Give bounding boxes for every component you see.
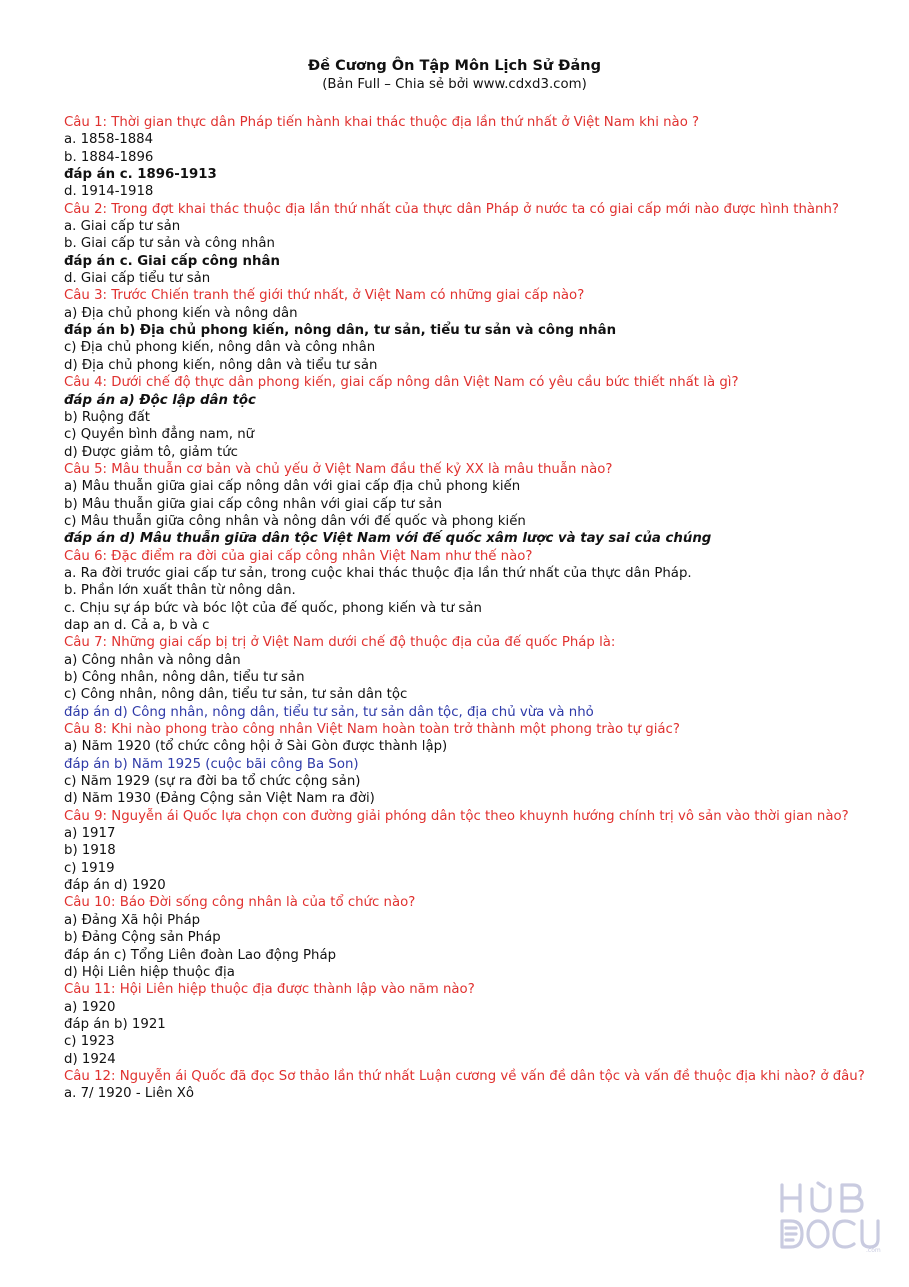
question-line: Câu 11: Hội Liên hiệp thuộc địa được thành lập vào năm nào? bbox=[64, 982, 475, 998]
answer-line: dap an d. Cả a, b và c bbox=[64, 617, 210, 633]
option-line: d. 1914-1918 bbox=[64, 184, 154, 200]
answer-line: đáp án d) Công nhân, nông dân, tiểu tư sản, tư sản dân tộc, địa chủ vừa và nhỏ bbox=[64, 704, 594, 720]
option-line: d. Giai cấp tiểu tư sản bbox=[64, 271, 211, 287]
option-line: a) Công nhân và nông dân bbox=[64, 652, 241, 668]
option-line: a) Địa chủ phong kiến và nông dân bbox=[64, 305, 298, 321]
answer-line: đáp án d) Mâu thuẫn giữa dân tộc Việt Nam với đế quốc xâm lược và tay sai của chúng bbox=[64, 531, 712, 547]
option-line: b) Ruộng đất bbox=[64, 409, 150, 425]
question-line: Câu 9: Nguyễn ái Quốc lựa chọn con đường giải phóng dân tộc theo khuynh hướng chính trị vô sản vào thời gian nào? bbox=[64, 808, 849, 824]
option-line: a) Mâu thuẫn giữa giai cấp nông dân với giai cấp địa chủ phong kiến bbox=[64, 479, 521, 495]
answer-line: đáp án c. 1896-1913 bbox=[64, 167, 217, 183]
question-line: Câu 2: Trong đợt khai thác thuộc địa lần thứ nhất của thực dân Pháp ở nước ta có giai cấp mới nào được hình thành? bbox=[64, 201, 839, 217]
option-line: c) Địa chủ phong kiến, nông dân và công nhân bbox=[64, 340, 376, 356]
option-line: b. Phần lớn xuất thân từ nông dân. bbox=[64, 583, 296, 599]
watermark-suffix: .com bbox=[866, 1247, 881, 1253]
hubdocu-watermark-logo bbox=[778, 1181, 882, 1253]
question-line: Câu 7: Những giai cấp bị trị ở Việt Nam dưới chế độ thuộc địa của đế quốc Pháp là: bbox=[64, 635, 616, 651]
option-line: c) Năm 1929 (sự ra đời ba tổ chức cộng sản) bbox=[64, 774, 361, 790]
option-line: a) 1920 bbox=[64, 999, 116, 1015]
option-line: c) Quyền bình đẳng nam, nữ bbox=[64, 427, 255, 443]
option-line: d) Địa chủ phong kiến, nông dân và tiểu tư sản bbox=[64, 357, 378, 373]
answer-line: đáp án b) 1921 bbox=[64, 1016, 166, 1032]
question-line: Câu 10: Báo Đời sống công nhân là của tổ chức nào? bbox=[64, 895, 416, 911]
option-line: c) Công nhân, nông dân, tiểu tư sản, tư sản dân tộc bbox=[64, 687, 408, 703]
answer-line: đáp án c) Tổng Liên đoàn Lao động Pháp bbox=[64, 947, 337, 963]
question-line: Câu 1: Thời gian thực dân Pháp tiến hành khai thác thuộc địa lần thứ nhất ở Việt Nam khi nào ? bbox=[64, 115, 700, 130]
option-line: c) 1923 bbox=[64, 1034, 115, 1050]
question-list bbox=[64, 114, 894, 1103]
option-line: c) Mâu thuẫn giữa công nhân và nông dân với đế quốc và phong kiến bbox=[64, 513, 526, 529]
question-line: Câu 5: Mâu thuẫn cơ bản và chủ yếu ở Việt Nam đầu thế kỷ XX là mâu thuẫn nào? bbox=[64, 461, 613, 477]
question-line: Câu 6: Đặc điểm ra đời của giai cấp công nhân Việt Nam như thế nào? bbox=[64, 548, 533, 564]
option-line: b) Mâu thuẫn giữa giai cấp công nhân với giai cấp tư sản bbox=[64, 496, 443, 512]
answer-line: đáp án b) Năm 1925 (cuộc bãi công Ba Son) bbox=[64, 756, 359, 772]
option-line: d) 1924 bbox=[64, 1051, 116, 1067]
option-line: a) Đảng Xã hội Pháp bbox=[64, 912, 201, 928]
option-line: d) Hội Liên hiệp thuộc địa bbox=[64, 964, 235, 980]
document-subtitle: (Bản Full – Chia sẻ bởi www.cdxd3.com) bbox=[322, 77, 587, 92]
option-line: a. Ra đời trước giai cấp tư sản, trong cuộc khai thác thuộc địa lần thứ nhất của thực dân Pháp. bbox=[64, 565, 692, 581]
question-line: Câu 12: Nguyễn ái Quốc đã đọc Sơ thảo lần thứ nhất Luận cương về vấn đề dân tộc và vấn đề thuộc địa khi nào? ở đâu? bbox=[64, 1068, 865, 1084]
option-line: b. 1884-1896 bbox=[64, 149, 154, 165]
option-line: b. Giai cấp tư sản và công nhân bbox=[64, 236, 275, 252]
question-line: Câu 4: Dưới chế độ thực dân phong kiến, giai cấp nông dân Việt Nam có yêu cầu bức thiết nhất là gì? bbox=[64, 375, 739, 391]
option-line: a. 1858-1884 bbox=[64, 132, 154, 148]
answer-line: đáp án a) Độc lập dân tộc bbox=[64, 392, 256, 408]
option-line: b) 1918 bbox=[64, 843, 116, 859]
option-line: d) Được giảm tô, giảm tức bbox=[64, 444, 238, 460]
option-line: b) Công nhân, nông dân, tiểu tư sản bbox=[64, 670, 305, 685]
answer-line: đáp án d) 1920 bbox=[64, 878, 166, 894]
question-line: Câu 8: Khi nào phong trào công nhân Việt Nam hoàn toàn trở thành một phong trào tự giác? bbox=[64, 722, 680, 738]
document-header bbox=[0, 56, 909, 94]
answer-line: đáp án c. Giai cấp công nhân bbox=[64, 253, 280, 269]
option-line: c) 1919 bbox=[64, 860, 115, 876]
question-line: Câu 3: Trước Chiến tranh thế giới thứ nhất, ở Việt Nam có những giai cấp nào? bbox=[64, 288, 585, 304]
option-line: a. Giai cấp tư sản bbox=[64, 219, 181, 235]
option-line: a) Năm 1920 (tổ chức công hội ở Sài Gòn được thành lập) bbox=[64, 739, 448, 755]
option-line: a) 1917 bbox=[64, 826, 116, 842]
option-line: d) Năm 1930 (Đảng Cộng sản Việt Nam ra đời) bbox=[64, 791, 375, 807]
answer-line: đáp án b) Địa chủ phong kiến, nông dân, tư sản, tiểu tư sản và công nhân bbox=[64, 323, 617, 339]
option-line: a. 7/ 1920 - Liên Xô bbox=[64, 1086, 195, 1102]
option-line: b) Đảng Cộng sản Pháp bbox=[64, 930, 221, 946]
document-title: Đề Cương Ôn Tập Môn Lịch Sử Đảng bbox=[308, 58, 601, 74]
option-line: c. Chịu sự áp bức và bóc lột của đế quốc, phong kiến và tư sản bbox=[64, 600, 482, 616]
